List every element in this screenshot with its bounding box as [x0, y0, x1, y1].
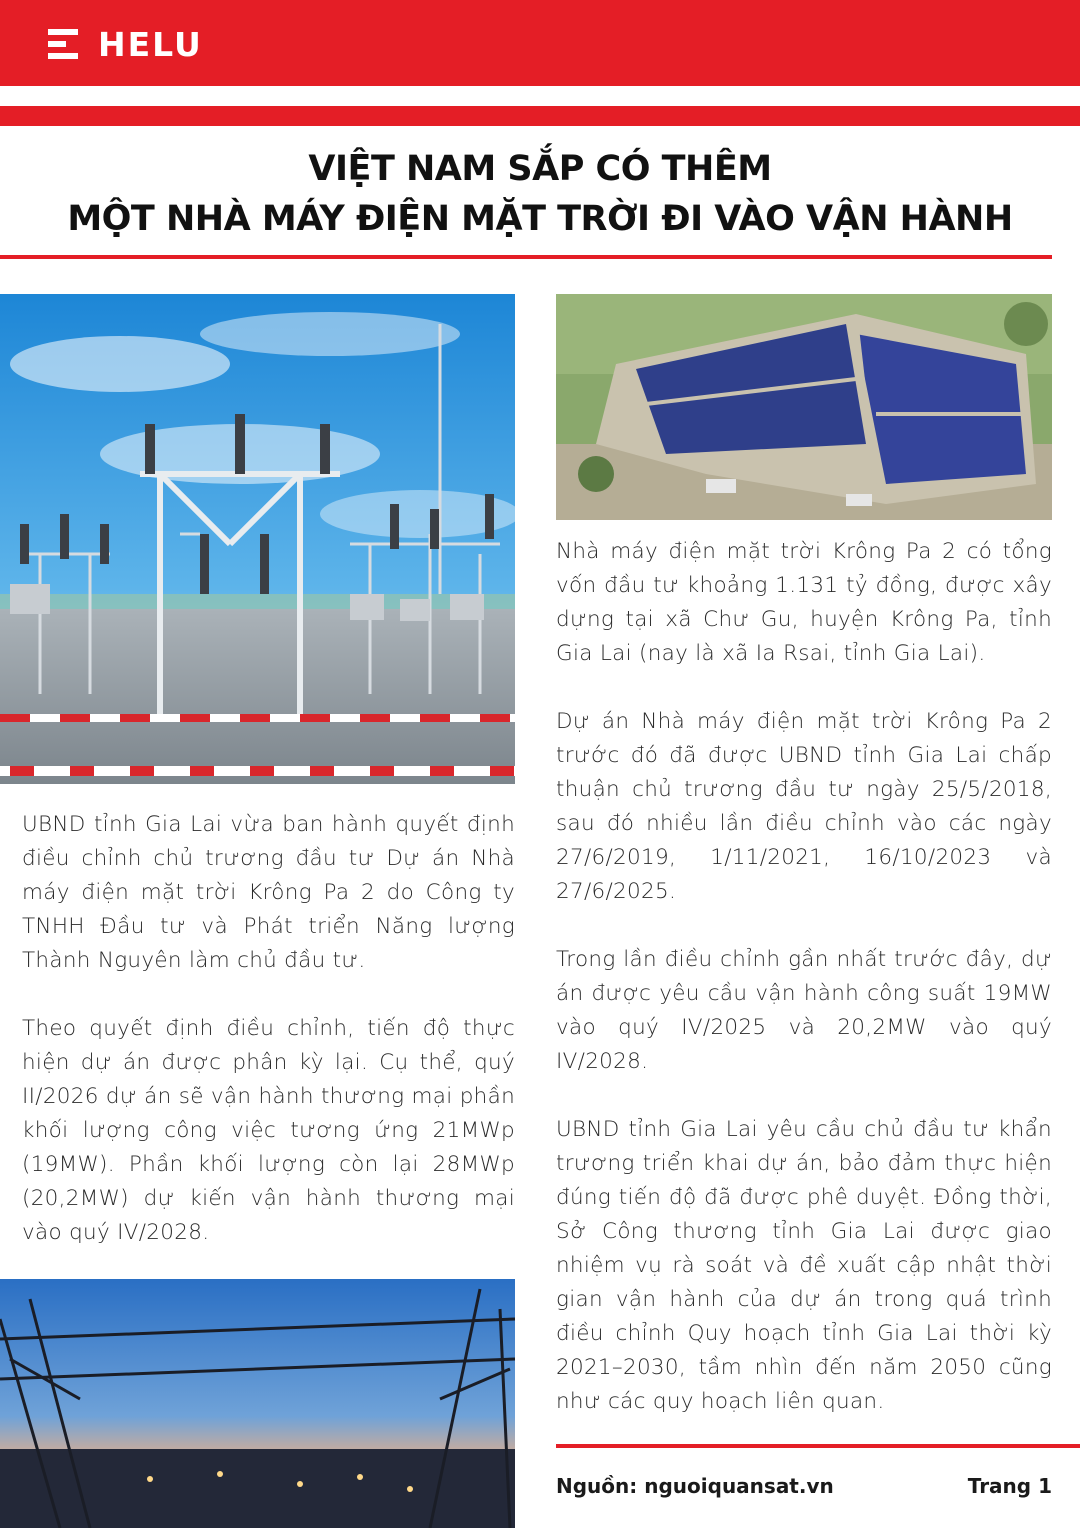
page-title: [0, 144, 1080, 244]
title-line-2: MỘT NHÀ MÁY ĐIỆN MẶT TRỜI ĐI VÀO VẬN HÀNH: [67, 199, 1013, 239]
header-bar: [0, 0, 1080, 86]
page-number: Trang 1: [967, 1474, 1052, 1498]
transmission-lines-photo: [0, 1279, 515, 1528]
right-paragraph-1: Nhà máy điện mặt trời Krông Pa 2 có tổng vốn đầu tư khoảng 1.131 tỷ đồng, được xây dựng tại xã Chư Gu, huyện Krông Pa, tỉnh Gia Lai (nay là xã Ia Rsai, tỉnh Gia Lai).: [556, 539, 1052, 666]
brand-logo: [48, 24, 203, 64]
left-paragraph-2: Theo quyết định điều chỉnh, tiến độ thực hiện dự án được phân kỳ lại. Cụ thể, quý II/2026 dự án sẽ vận hành thương mại phần khối lượng công việc tương ứng 21MWp (19MW). Phần khối lượng còn lại 28MWp (20,2MW) dự kiến vận hành thương mại vào quý IV/2028.: [22, 1016, 515, 1245]
title-line-1: VIỆT NAM SẮP CÓ THÊM: [308, 149, 772, 189]
source-credit: Nguồn: nguoiquansat.vn: [556, 1474, 834, 1498]
right-paragraph-3: Trong lần điều chỉnh gần nhất trước đây, dự án được yêu cầu vận hành công suất 19MW vào quý IV/2025 và 20,2MW vào quý IV/2028.: [556, 947, 1052, 1074]
right-paragraph-2: Dự án Nhà máy điện mặt trời Krông Pa 2 trước đó đã được UBND tỉnh Gia Lai chấp thuận chủ trương đầu tư ngày 25/5/2018, sau đó nhiều lần điều chỉnh vào các ngày 27/6/2019, 1/11/2021, 16/10/2023 và 27/6/2025.: [556, 709, 1052, 904]
header-stripe: [0, 106, 1080, 126]
substation-photo: [0, 294, 515, 784]
left-column-text: [22, 808, 515, 1284]
footer-divider: [556, 1444, 1080, 1448]
right-column-text: [556, 535, 1052, 1453]
solar-farm-photo: [556, 294, 1052, 520]
brand-name: HELU: [98, 24, 203, 64]
title-divider: [0, 255, 1052, 259]
right-paragraph-4: UBND tỉnh Gia Lai yêu cầu chủ đầu tư khẩn trương triển khai dự án, bảo đảm thực hiện đúng tiến độ đã được phê duyệt. Đồng thời, Sở Công thương tỉnh Gia Lai được giao nhiệm vụ rà soát và đề xuất cập nhật thời gian vận hành của dự án trong quá trình điều chỉnh Quy hoạch tỉnh Gia Lai thời kỳ 2021–2030, tầm nhìn đến năm 2050 cũng như các quy hoạch liên quan.: [556, 1117, 1052, 1414]
left-paragraph-1: UBND tỉnh Gia Lai vừa ban hành quyết định điều chỉnh chủ trương đầu tư Dự án Nhà máy điện mặt trời Krông Pa 2 do Công ty TNHH Đầu tư và Phát triển Năng lượng Thành Nguyên làm chủ đầu tư.: [22, 812, 515, 973]
helu-logo-icon: [48, 29, 78, 59]
